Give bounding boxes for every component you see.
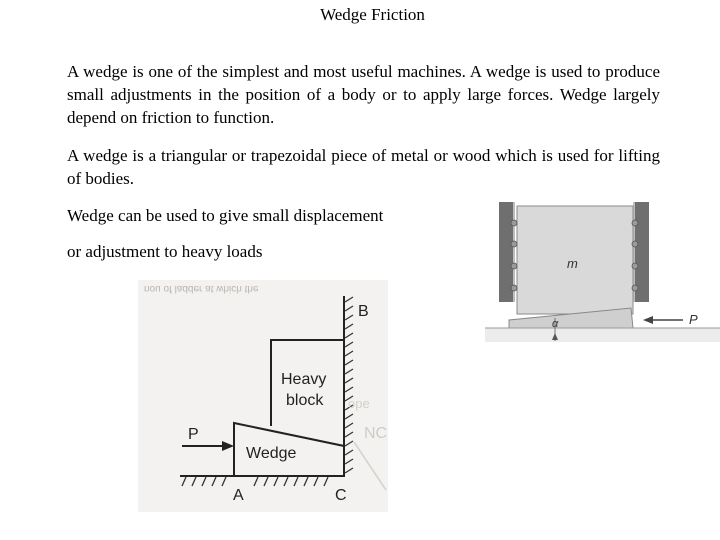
svg-text:NC: NC [364,425,388,442]
label-b: B [358,303,369,320]
label-alpha: α [552,318,559,330]
label-m: m [567,256,578,271]
wedge-diagram-right [485,198,720,348]
label-p: P [188,426,199,443]
label-a: A [233,487,244,504]
wedge-diagram-left [138,280,388,512]
label-c: C [335,487,347,504]
svg-text:ope: ope [348,396,370,411]
definition-paragraph: A wedge is a triangular or trapezoidal piece of metal or wood which is used for lifting of bodies. [67,146,660,188]
label-wedge: Wedge [246,445,297,462]
label-heavy: Heavy [281,371,327,388]
label-p-right: P [689,312,698,327]
slide-title: Wedge Friction [320,5,425,24]
intro-paragraph: A wedge is one of the simplest and most useful machines. A wedge is used to produce small adjustments in the position of a body or to apply large forces. Wedge largely depend on friction to function. [67,62,660,127]
usage-line-1: Wedge can be used to give small displacement [67,206,384,225]
wall-hatching [345,297,353,473]
svg-text:nou of ladder at which the: nou of ladder at which the [144,283,259,294]
wedge-heavy-block-figure [138,280,388,512]
force-arrow-head [222,441,234,451]
label-block: block [286,392,324,409]
force-arrow-head-right [643,316,653,324]
wedge-guided-block-figure [485,198,720,348]
ground-hatching [182,477,328,486]
usage-line-2: or adjustment to heavy loads [67,242,263,261]
